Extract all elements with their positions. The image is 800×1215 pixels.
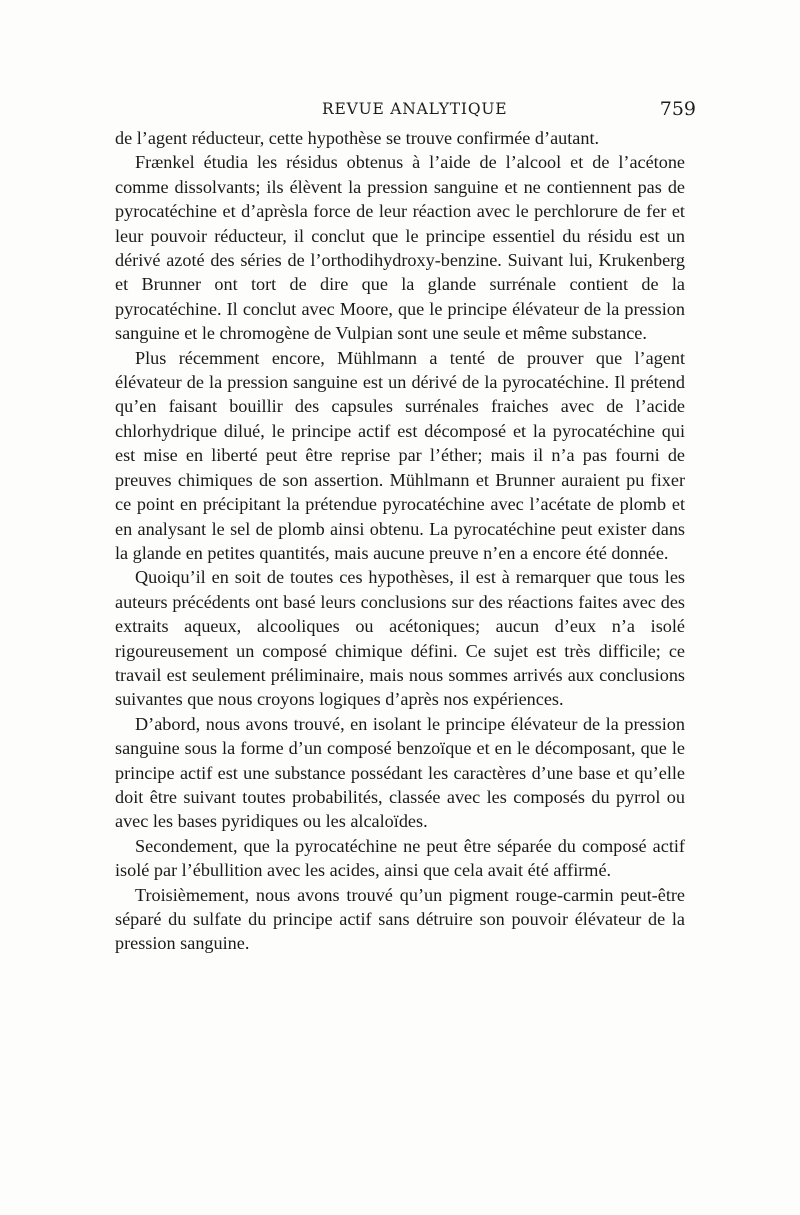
paragraph-fraenkel: Frænkel étudia les résidus obtenus à l’aide de l’alcool et de l’acétone comme dissolvants; ils élèvent la pression sanguine et ne contiennent pas de pyrocatéchine et d’aprèsla force de leur réaction avec le perchlorure de fer et leur pouvoir réducteur, il conclut que le principe essentiel du résidu est un dérivé azoté des séries de l’orthodihydroxy-benzine. Suivant lui, Krukenberg et Brunner ont tort de dire que la glande surrénale contient de la pyrocatéchine. Il conclut avec Moore, que le principe élévateur de la pression sanguine et le chromogène de Vulpian sont une seule et même substance. xyxy=(115,152,685,344)
body-text xyxy=(115,126,685,956)
running-title: REVUE ANALYTIQUE xyxy=(322,100,508,118)
paragraph-hypotheses: Quoiqu’il en soit de toutes ces hypothèses, il est à remarquer que tous les auteurs précédents ont basé leurs conclusions sur des réactions faites avec des extraits aqueux, alcooliques ou acétoniques; aucun d’eux n’a isolé rigoureusement un composé chimique défini. Ce sujet est très difficile; ce travail est seulement préliminaire, mais nous sommes arrivés aux conclusions suivantes que nous croyons logiques d’après nos expériences. xyxy=(115,567,685,710)
paragraph-muhlmann: Plus récemment encore, Mühlmann a tenté de prouver que l’agent élévateur de la pression sanguine est un dérivé de la pyrocatéchine. Il prétend qu’en faisant bouillir des capsules surrénales fraiches avec de l’acide chlorhydrique dilué, le principe actif est décomposé et la pyrocatéchine qui est mise en liberté peut être reprise par l’éther; mais il n’a pas fourni de preuves chimiques de son assertion. Mühlmann et Brunner auraient pu fixer ce point en précipitant la prétendue pyrocatéchine avec l’acétate de plomb et en analysant le sel de plomb ainsi obtenu. La pyrocatéchine peut exister dans la glande en petites quantités, mais aucune preuve n’en a encore été donnée. xyxy=(115,347,685,563)
paragraph-continued: de l’agent réducteur, cette hypothèse se trouve confirmée d’autant. xyxy=(115,128,600,148)
paragraph-second-conclusion: Secondement, que la pyrocatéchine ne peut être séparée du composé actif isolé par l’ébullition avec les acides, ainsi que cela avait été affirmé. xyxy=(115,835,685,881)
page-number: 759 xyxy=(659,98,696,120)
paragraph-third-conclusion: Troisièmement, nous avons trouvé qu’un pigment rouge-carmin peut-être séparé du sulfate du principe actif sans détruire son pouvoir élévateur de la pression sanguine. xyxy=(115,884,685,954)
page-header xyxy=(112,98,698,124)
paragraph-first-conclusion: D’abord, nous avons trouvé, en isolant le principe élévateur de la pression sanguine sous la forme d’un composé benzoïque et en le décomposant, que le principe actif est une substance possédant les caractères d’une base et qu’elle doit être suivant toutes probabilités, classée avec les composés du pyrrol ou avec les bases pyridiques ou les alcaloïdes. xyxy=(115,713,685,832)
